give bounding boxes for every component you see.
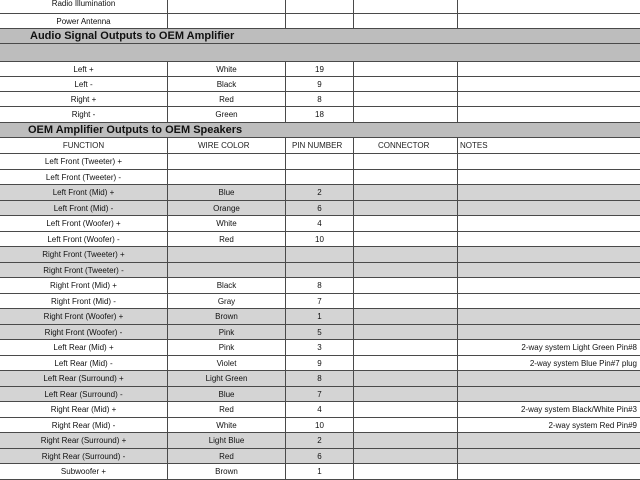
pin-number-cell: 1	[286, 464, 354, 479]
wire-color-cell: Blue	[168, 387, 286, 401]
notes-cell	[458, 77, 640, 91]
connector-cell	[354, 263, 458, 277]
pin-number-cell: 7	[286, 387, 354, 401]
function-cell: Left Front (Tweeter) +	[0, 154, 168, 169]
connector-cell	[354, 464, 458, 479]
function-cell: Left Front (Woofer) +	[0, 216, 168, 231]
connector-cell	[354, 402, 458, 417]
wire-color-cell	[168, 0, 286, 13]
connector-header: CONNECTOR	[354, 138, 458, 153]
connector-cell	[354, 216, 458, 231]
table-row	[0, 154, 640, 170]
pin-number-cell	[286, 0, 354, 13]
notes-header: NOTES	[460, 141, 488, 150]
pin-number-cell: 7	[286, 294, 354, 308]
pin-number-header: PIN NUMBER	[286, 138, 354, 153]
function-cell: Right +	[0, 92, 168, 106]
notes-cell	[458, 201, 640, 215]
pin-number-cell: 19	[286, 62, 354, 76]
wire-color-cell	[168, 154, 286, 169]
function-cell: Right Rear (Mid) -	[0, 418, 168, 432]
pin-number-cell: 8	[286, 92, 354, 106]
pin-number-cell	[286, 154, 354, 169]
function-cell: Left Rear (Mid) +	[0, 340, 168, 355]
wire-color-cell	[168, 263, 286, 277]
notes-cell	[458, 433, 640, 448]
connector-cell	[354, 356, 458, 370]
wire-color-cell: Red	[168, 232, 286, 246]
notes-cell: 2-way system Black/White Pin#3	[520, 405, 637, 414]
pin-number-cell: 4	[286, 402, 354, 417]
connector-cell	[354, 418, 458, 432]
wire-color-cell: Green	[168, 107, 286, 122]
notes-cell	[458, 92, 640, 106]
notes-cell: 2-way system Light Green Pin#8	[521, 343, 637, 352]
function-cell: Subwoofer +	[0, 464, 168, 479]
pin-number-cell: 8	[286, 371, 354, 386]
wire-color-cell	[168, 14, 286, 28]
connector-cell	[354, 62, 458, 76]
table-row	[0, 263, 640, 278]
table-row	[0, 92, 640, 107]
table-row	[0, 62, 640, 77]
function-cell: Left Rear (Surround) +	[0, 371, 168, 386]
connector-cell	[354, 0, 458, 13]
notes-cell	[458, 309, 640, 324]
table-row	[0, 201, 640, 216]
pin-number-cell: 5	[286, 325, 354, 339]
notes-cell	[458, 107, 640, 122]
function-cell: Left Front (Mid) +	[0, 185, 168, 200]
notes-cell	[458, 278, 640, 293]
wire-color-cell: White	[168, 418, 286, 432]
notes-cell	[458, 62, 640, 76]
notes-cell	[458, 371, 640, 386]
connector-cell	[354, 294, 458, 308]
connector-cell	[354, 232, 458, 246]
function-cell: Left +	[0, 62, 168, 76]
pin-number-cell: 10	[286, 232, 354, 246]
pin-number-cell: 4	[286, 216, 354, 231]
function-cell: Right Rear (Surround) +	[0, 433, 168, 448]
pin-number-cell	[286, 14, 354, 28]
wire-color-cell: Brown	[168, 464, 286, 479]
table-row	[0, 371, 640, 387]
wire-color-cell	[168, 247, 286, 262]
connector-cell	[354, 185, 458, 200]
table-row	[0, 340, 640, 356]
table-row	[0, 232, 640, 247]
wire-color-cell: Red	[168, 402, 286, 417]
pin-number-cell: 9	[286, 77, 354, 91]
connector-cell	[354, 14, 458, 28]
notes-cell	[458, 247, 640, 262]
notes-cell	[458, 232, 640, 246]
function-cell: Left Front (Tweeter) -	[0, 170, 168, 184]
notes-cell	[458, 387, 640, 401]
function-cell: Right Front (Tweeter) -	[0, 263, 168, 277]
function-cell: Right Rear (Mid) +	[0, 402, 168, 417]
connector-cell	[354, 278, 458, 293]
notes-cell	[458, 154, 640, 169]
notes-cell	[458, 294, 640, 308]
function-cell: Right Front (Mid) -	[0, 294, 168, 308]
function-cell: Right Front (Woofer) +	[0, 309, 168, 324]
table-row	[0, 418, 640, 433]
notes-cell: 2-way system Red Pin#9	[548, 420, 637, 430]
wire-color-cell: Red	[168, 449, 286, 463]
wire-color-cell: Light Blue	[168, 433, 286, 448]
column-header-row	[0, 138, 640, 154]
wire-color-cell: Red	[168, 92, 286, 106]
connector-cell	[354, 107, 458, 122]
connector-cell	[354, 92, 458, 106]
notes-cell	[458, 449, 640, 463]
table-row	[0, 309, 640, 325]
function-cell: Left Front (Mid) -	[0, 201, 168, 215]
wire-color-cell: Orange	[168, 201, 286, 215]
pin-number-cell	[286, 247, 354, 262]
wire-color-cell: Pink	[168, 325, 286, 339]
connector-cell	[354, 325, 458, 339]
function-cell: Left Rear (Mid) -	[0, 356, 168, 370]
function-cell: Right Front (Woofer) -	[0, 325, 168, 339]
pin-number-cell: 6	[286, 201, 354, 215]
connector-cell	[354, 309, 458, 324]
pin-number-cell: 8	[286, 278, 354, 293]
connector-cell	[354, 449, 458, 463]
connector-cell	[354, 77, 458, 91]
wire-color-cell: Violet	[168, 356, 286, 370]
table-row	[0, 77, 640, 92]
notes-cell	[458, 170, 640, 184]
wire-color-cell: White	[168, 62, 286, 76]
wire-color-header: WIRE COLOR	[168, 138, 286, 153]
table-row	[0, 387, 640, 402]
table-row	[0, 325, 640, 340]
function-header: FUNCTION	[0, 138, 168, 153]
pin-number-cell: 2	[286, 433, 354, 448]
pin-number-cell: 18	[286, 107, 354, 122]
connector-cell	[354, 247, 458, 262]
function-cell: Radio Illumination	[0, 0, 168, 13]
section-spacer	[0, 44, 640, 62]
connector-cell	[354, 170, 458, 184]
pin-number-cell: 3	[286, 340, 354, 355]
connector-cell	[354, 433, 458, 448]
table-row	[0, 294, 640, 309]
notes-cell	[458, 325, 640, 339]
section-heading-audio	[0, 29, 640, 44]
wire-color-cell: White	[168, 216, 286, 231]
connector-cell	[354, 387, 458, 401]
notes-cell	[458, 464, 640, 479]
function-cell: Right -	[0, 107, 168, 122]
function-cell: Right Front (Mid) +	[0, 278, 168, 293]
pin-number-cell: 6	[286, 449, 354, 463]
notes-cell	[458, 185, 640, 200]
pin-number-cell: 10	[286, 418, 354, 432]
notes-cell	[458, 0, 640, 13]
notes-cell: 2-way system Blue Pin#7 plug	[529, 358, 637, 368]
table-row	[0, 185, 640, 201]
function-cell: Left Rear (Surround) -	[0, 387, 168, 401]
function-cell: Power Antenna	[0, 14, 168, 28]
table-row	[0, 247, 640, 263]
table-row	[0, 464, 640, 480]
table-row	[0, 14, 640, 29]
table-row	[0, 0, 640, 14]
table-row	[0, 402, 640, 418]
notes-cell	[458, 14, 640, 28]
connector-cell	[354, 201, 458, 215]
pin-number-cell: 2	[286, 185, 354, 200]
wire-color-cell: Gray	[168, 294, 286, 308]
pin-number-cell	[286, 170, 354, 184]
section-title: OEM Amplifier Outputs to OEM Speakers	[28, 124, 243, 136]
table-row	[0, 356, 640, 371]
function-cell: Right Rear (Surround) -	[0, 449, 168, 463]
function-cell: Left Front (Woofer) -	[0, 232, 168, 246]
wire-color-cell: Blue	[168, 185, 286, 200]
table-row	[0, 170, 640, 185]
table-row	[0, 449, 640, 464]
pin-number-cell: 1	[286, 309, 354, 324]
section-title: Audio Signal Outputs to OEM Amplifier	[30, 30, 235, 42]
wire-color-cell: Black	[168, 278, 286, 293]
wire-color-cell: Brown	[168, 309, 286, 324]
connector-cell	[354, 154, 458, 169]
table-row	[0, 433, 640, 449]
connector-cell	[354, 371, 458, 386]
notes-cell	[458, 263, 640, 277]
connector-cell	[354, 340, 458, 355]
notes-cell	[458, 216, 640, 231]
section-heading-oem	[0, 123, 640, 138]
pin-number-cell: 9	[286, 356, 354, 370]
wire-color-cell: Black	[168, 77, 286, 91]
pin-number-cell	[286, 263, 354, 277]
function-cell: Left -	[0, 77, 168, 91]
table-row	[0, 216, 640, 232]
table-row	[0, 278, 640, 294]
table-row	[0, 107, 640, 123]
wire-color-cell: Light Green	[168, 371, 286, 386]
wire-color-cell: Pink	[168, 340, 286, 355]
function-cell: Right Front (Tweeter) +	[0, 247, 168, 262]
wire-color-cell	[168, 170, 286, 184]
